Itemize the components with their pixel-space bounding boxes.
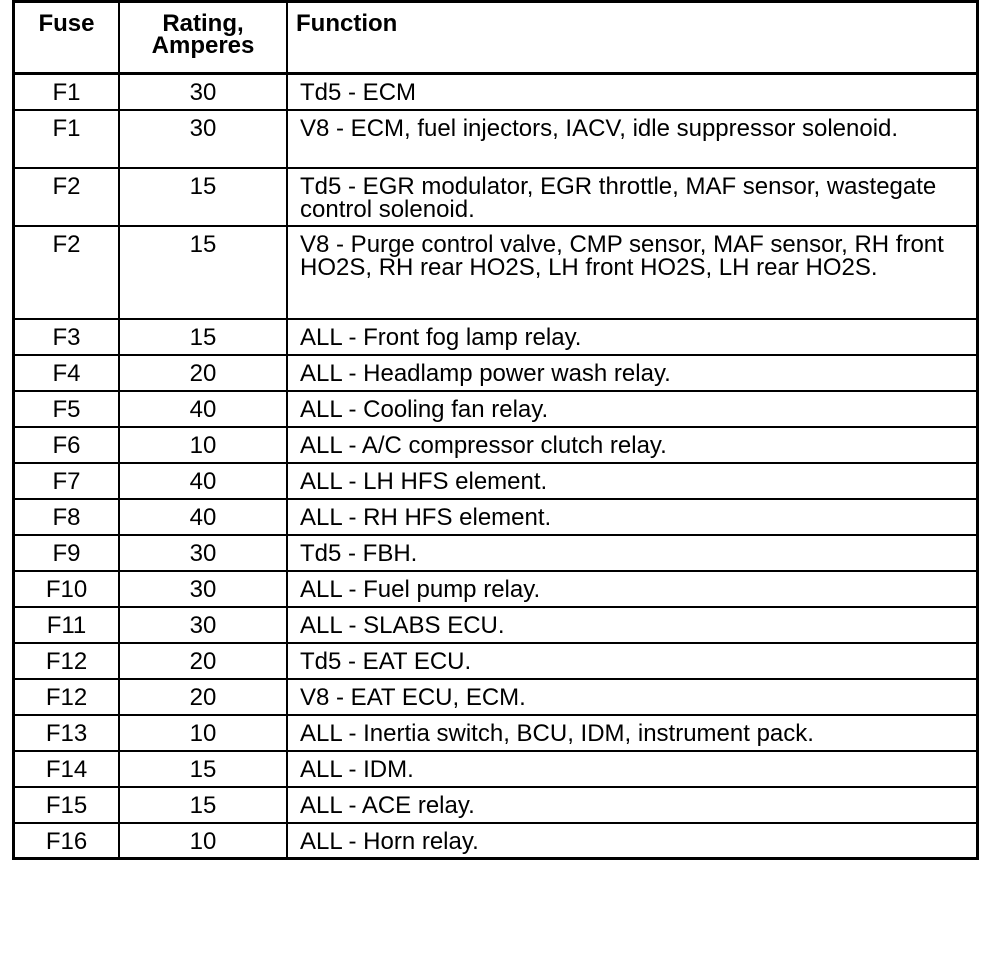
rating-cell: 15: [119, 319, 287, 355]
rating-cell: 10: [119, 823, 287, 859]
fuse-cell: F1: [14, 74, 120, 110]
fuse-cell: F12: [14, 643, 120, 679]
fuse-cell: F2: [14, 226, 120, 319]
rating-cell: 30: [119, 607, 287, 643]
header-fuse: Fuse: [14, 2, 120, 74]
table-row: [14, 823, 978, 859]
rating-cell: 30: [119, 535, 287, 571]
table-row: [14, 535, 978, 571]
rating-cell: 40: [119, 499, 287, 535]
fuse-cell: F7: [14, 463, 120, 499]
table-row: [14, 427, 978, 463]
function-cell: ALL - Horn relay.: [287, 823, 978, 859]
rating-cell: 10: [119, 715, 287, 751]
rating-cell: 15: [119, 787, 287, 823]
function-cell: ALL - Fuel pump relay.: [287, 571, 978, 607]
function-cell: ALL - Inertia switch, BCU, IDM, instrument pack.: [287, 715, 978, 751]
rating-cell: 15: [119, 751, 287, 787]
table-row: [14, 499, 978, 535]
fuse-cell: F6: [14, 427, 120, 463]
table-row: [14, 110, 978, 168]
header-rating-line2: Amperes: [151, 32, 255, 59]
table-row: [14, 751, 978, 787]
table-row: [14, 319, 978, 355]
table-row: [14, 607, 978, 643]
fuse-cell: F8: [14, 499, 120, 535]
fuse-cell: F11: [14, 607, 120, 643]
table-row: [14, 715, 978, 751]
fuse-table: [12, 0, 979, 860]
table-row: [14, 643, 978, 679]
rating-cell: 20: [119, 643, 287, 679]
table-row: [14, 226, 978, 319]
function-cell: ALL - LH HFS element.: [287, 463, 978, 499]
table-row: [14, 74, 978, 110]
function-cell: ALL - ACE relay.: [287, 787, 978, 823]
fuse-cell: F16: [14, 823, 120, 859]
fuse-cell: F9: [14, 535, 120, 571]
fuse-cell: F14: [14, 751, 120, 787]
fuse-cell: F3: [14, 319, 120, 355]
table-row: [14, 787, 978, 823]
table-row: [14, 571, 978, 607]
function-cell: ALL - Headlamp power wash relay.: [287, 355, 978, 391]
function-cell: ALL - IDM.: [287, 751, 978, 787]
fuse-cell: F12: [14, 679, 120, 715]
function-cell: Td5 - EAT ECU.: [287, 643, 978, 679]
fuse-cell: F15: [14, 787, 120, 823]
table-body: [14, 74, 978, 859]
function-cell: ALL - Front fog lamp relay.: [287, 319, 978, 355]
fuse-cell: F2: [14, 168, 120, 226]
function-cell: ALL - RH HFS element.: [287, 499, 978, 535]
table-row: [14, 168, 978, 226]
header-rating: [119, 2, 287, 74]
rating-cell: 20: [119, 679, 287, 715]
rating-cell: 15: [119, 226, 287, 319]
fuse-cell: F4: [14, 355, 120, 391]
table-header-row: [14, 2, 978, 74]
header-rating-line1: Rating,: [162, 10, 244, 37]
rating-cell: 30: [119, 110, 287, 168]
header-function: Function: [287, 2, 978, 74]
function-cell: V8 - Purge control valve, CMP sensor, MAF sensor, RH front HO2S, RH rear HO2S, LH front HO2S, LH rear HO2S.: [287, 226, 978, 319]
function-cell: V8 - ECM, fuel injectors, IACV, idle suppressor solenoid.: [287, 110, 978, 168]
rating-cell: 30: [119, 74, 287, 110]
fuse-cell: F5: [14, 391, 120, 427]
function-cell: V8 - EAT ECU, ECM.: [287, 679, 978, 715]
rating-cell: 30: [119, 571, 287, 607]
table-row: [14, 679, 978, 715]
function-cell: ALL - A/C compressor clutch relay.: [287, 427, 978, 463]
fuse-cell: F1: [14, 110, 120, 168]
function-cell: Td5 - ECM: [287, 74, 978, 110]
function-cell: ALL - Cooling fan relay.: [287, 391, 978, 427]
function-cell: ALL - SLABS ECU.: [287, 607, 978, 643]
rating-cell: 10: [119, 427, 287, 463]
fuse-cell: F13: [14, 715, 120, 751]
rating-cell: 40: [119, 463, 287, 499]
function-cell: Td5 - FBH.: [287, 535, 978, 571]
function-cell: Td5 - EGR modulator, EGR throttle, MAF sensor, wastegate control solenoid.: [287, 168, 978, 226]
table-row: [14, 391, 978, 427]
table-row: [14, 355, 978, 391]
rating-cell: 40: [119, 391, 287, 427]
fuse-cell: F10: [14, 571, 120, 607]
table-row: [14, 463, 978, 499]
rating-cell: 20: [119, 355, 287, 391]
rating-cell: 15: [119, 168, 287, 226]
